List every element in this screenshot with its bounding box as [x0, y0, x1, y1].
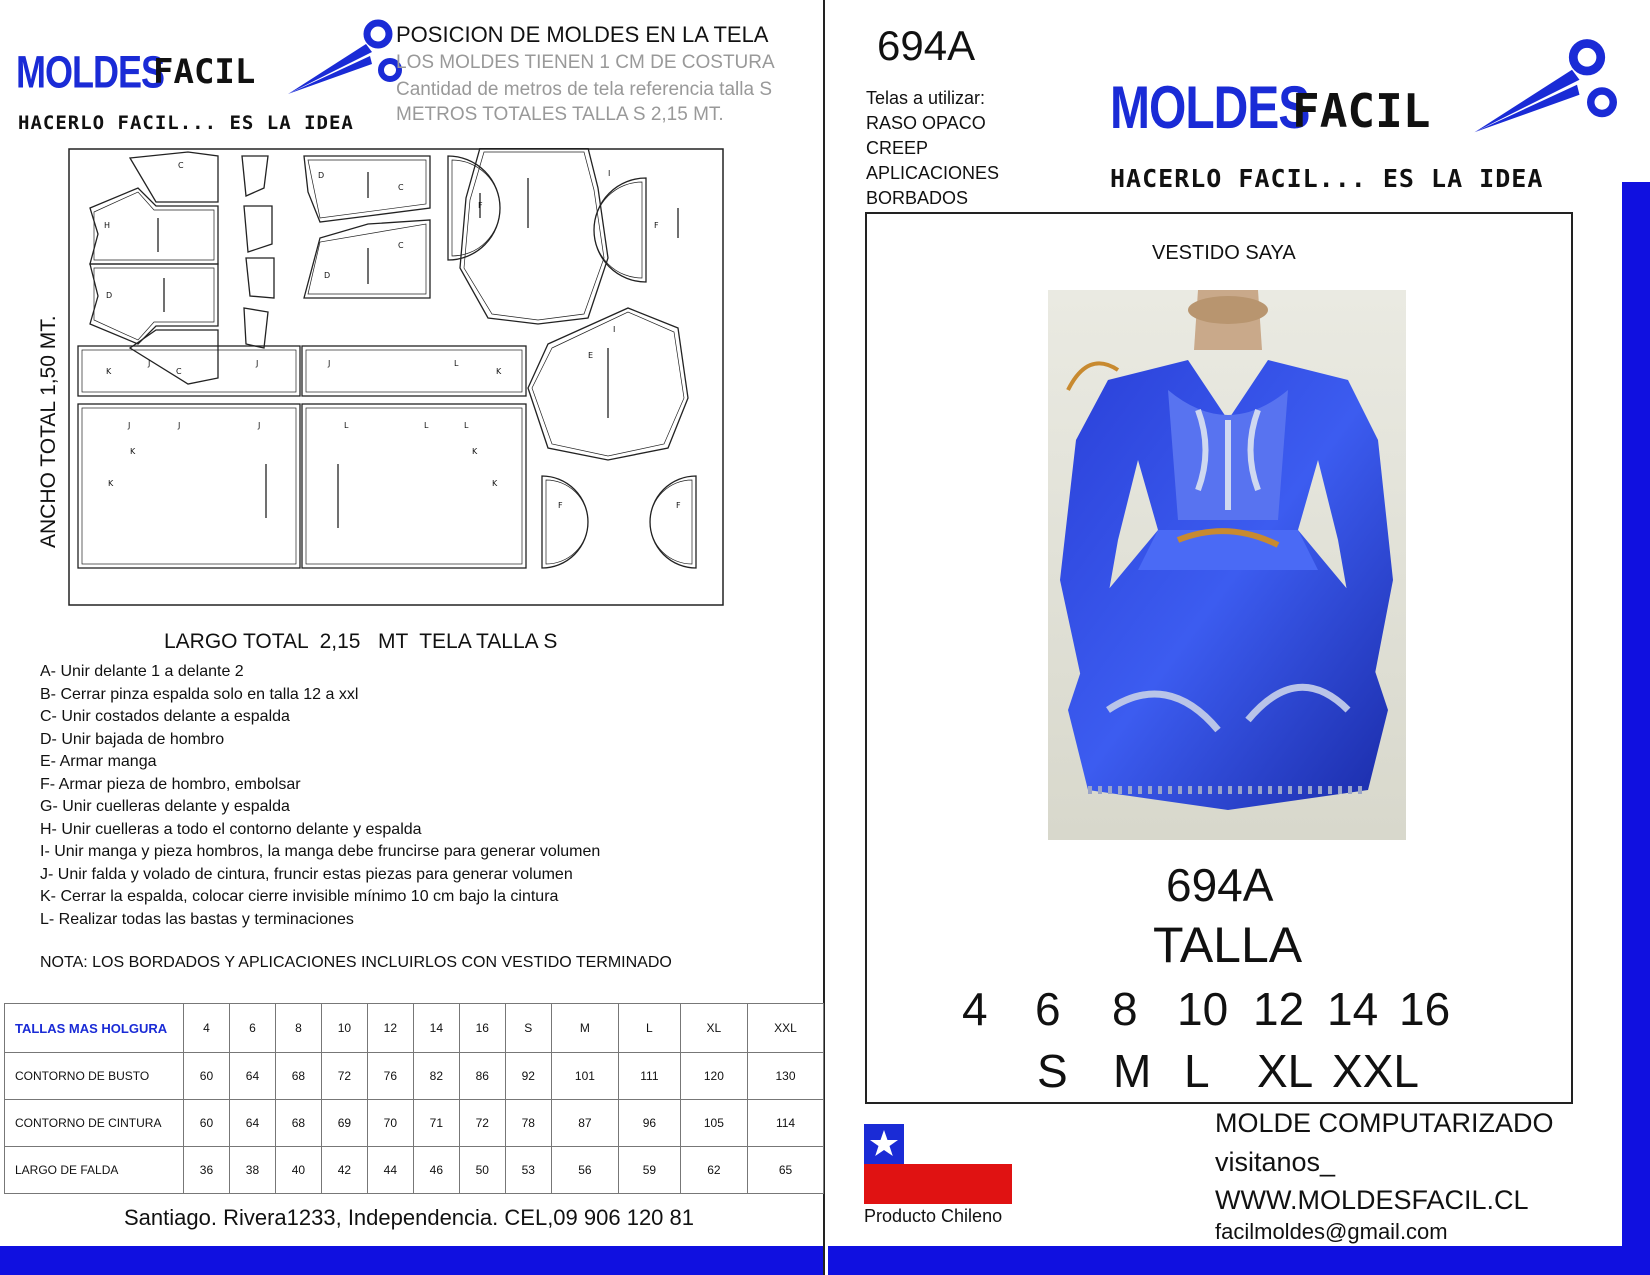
computer-pattern-label: MOLDE COMPUTARIZADO	[1215, 1108, 1554, 1138]
chile-flag-icon	[864, 1124, 1012, 1204]
table-cell: 114	[748, 1100, 824, 1147]
meters-total: METROS TOTALES TALLA S 2,15 MT.	[396, 104, 724, 125]
table-cell: 64	[229, 1100, 275, 1147]
size-option: 10	[1177, 983, 1229, 1035]
svg-text:J: J	[178, 421, 181, 430]
table-cell: 69	[321, 1100, 367, 1147]
step-j: J- Unir falda y volado de cintura, fruncir estas piezas para generar volumen	[40, 865, 573, 883]
made-in-label: Producto Chileno	[864, 1206, 1003, 1226]
size-option: 12	[1253, 983, 1305, 1035]
table-cell: 82	[413, 1053, 459, 1100]
address-text: Santiago. Rivera1233, Independencia. CEL,09 906 120 81	[124, 1205, 694, 1230]
size-option: 4	[962, 983, 988, 1035]
table-cell: 87	[551, 1100, 618, 1147]
seam-note: LOS MOLDES TIENEN 1 CM DE COSTURA	[396, 52, 775, 73]
step-d: D- Unir bajada de hombro	[40, 730, 225, 748]
email-link[interactable]: facilmoldes@gmail.com	[1215, 1219, 1448, 1244]
svg-text:K: K	[130, 447, 136, 456]
table-cell: 64	[229, 1053, 275, 1100]
svg-text:I: I	[608, 169, 611, 178]
pattern-code-large: 694A	[1166, 859, 1274, 911]
table-cell: 44	[367, 1147, 413, 1194]
svg-text:L: L	[344, 421, 349, 430]
pattern-code: 694A	[877, 22, 976, 69]
pattern-layout-diagram	[68, 148, 724, 606]
table-cell: CONTORNO DE BUSTO	[5, 1053, 184, 1100]
size-option: 8	[1112, 983, 1138, 1035]
table-cell: 111	[619, 1053, 681, 1100]
visit-label: visitanos_	[1215, 1147, 1336, 1177]
table-cell: LARGO DE FALDA	[5, 1147, 184, 1194]
svg-text:L: L	[454, 359, 459, 368]
svg-text:K: K	[472, 447, 478, 456]
size-option: 16	[1399, 983, 1451, 1035]
table-cell: 8	[275, 1004, 321, 1053]
svg-text:D: D	[318, 171, 325, 180]
table-cell: 68	[275, 1100, 321, 1147]
table-cell: 60	[184, 1100, 230, 1147]
step-l: L- Realizar todas las bastas y terminaciones	[40, 910, 354, 928]
dress-photo	[1048, 290, 1406, 840]
svg-text:K: K	[106, 367, 112, 376]
step-i: I- Unir manga y pieza hombros, la manga debe fruncirse para generar volumen	[40, 843, 601, 860]
svg-text:J: J	[128, 421, 131, 430]
fabric-item: CREEP	[866, 138, 929, 158]
meters-reference: Cantidad de metros de tela referencia talla S	[396, 79, 772, 100]
size-table-header	[5, 1004, 824, 1053]
logo-facil-text: FACIL	[153, 52, 256, 92]
table-cell: 65	[748, 1147, 824, 1194]
table-cell: 56	[551, 1147, 618, 1194]
logo-slogan-left: HACERLO FACIL... ES LA IDEA	[18, 112, 354, 134]
svg-text:I: I	[613, 325, 616, 334]
table-cell: 68	[275, 1053, 321, 1100]
fabric-item: BORBADOS	[866, 188, 969, 208]
table-cell: 130	[748, 1053, 824, 1100]
step-a: A- Unir delante 1 a delante 2	[40, 663, 244, 680]
svg-text:F: F	[654, 221, 659, 230]
table-cell: 76	[367, 1053, 413, 1100]
svg-text:H: H	[104, 221, 111, 230]
svg-text:F: F	[676, 501, 681, 510]
svg-text:F: F	[558, 501, 563, 510]
size-option: L	[1184, 1045, 1210, 1097]
table-cell: TALLAS MAS HOLGURA	[5, 1004, 184, 1053]
table-row	[5, 1100, 824, 1147]
step-h: H- Unir cuelleras a todo el contorno delante y espalda	[40, 820, 422, 838]
table-row	[5, 1053, 824, 1100]
logo-facil-text: FACIL	[1292, 84, 1431, 138]
table-cell: CONTORNO DE CINTURA	[5, 1100, 184, 1147]
step-g: G- Unir cuelleras delante y espalda	[40, 798, 290, 815]
table-cell: 53	[505, 1147, 551, 1194]
table-cell: 42	[321, 1147, 367, 1194]
step-c: C- Unir costados delante a espalda	[40, 708, 290, 725]
website-link[interactable]: WWW.MOLDESFACIL.CL	[1215, 1185, 1529, 1215]
svg-text:C: C	[178, 161, 184, 170]
step-k: K- Cerrar la espalda, colocar cierre invisible mínimo 10 cm bajo la cintura	[40, 888, 559, 905]
embroidery-note: NOTA: LOS BORDADOS Y APLICACIONES INCLUIRLOS CON VESTIDO TERMINADO	[40, 954, 672, 971]
svg-text:F: F	[478, 201, 483, 210]
table-cell: 4	[184, 1004, 230, 1053]
size-option: 6	[1035, 983, 1061, 1035]
table-cell: 10	[321, 1004, 367, 1053]
table-cell: 16	[459, 1004, 505, 1053]
bottom-bar-right	[828, 1246, 1650, 1275]
table-cell: L	[619, 1004, 681, 1053]
table-cell: 36	[184, 1147, 230, 1194]
table-cell: 6	[229, 1004, 275, 1053]
svg-text:J: J	[328, 359, 331, 368]
layout-heading: POSICION DE MOLDES EN LA TELA	[396, 22, 769, 47]
step-f: F- Armar pieza de hombro, embolsar	[40, 775, 301, 793]
logo-right	[1110, 74, 1630, 154]
svg-text:C: C	[398, 183, 404, 192]
scissors-icon	[1472, 26, 1622, 146]
table-cell: 96	[619, 1100, 681, 1147]
svg-text:J: J	[256, 359, 259, 368]
svg-text:J: J	[148, 359, 151, 368]
table-cell: 72	[459, 1100, 505, 1147]
size-table	[4, 1003, 824, 1194]
svg-text:C: C	[176, 367, 182, 376]
step-b: B- Cerrar pinza espalda solo en talla 12 a xxl	[40, 685, 359, 703]
svg-text:E: E	[588, 351, 594, 360]
fabric-item: APLICACIONES	[866, 163, 1000, 183]
fabric-item: RASO OPACO	[866, 113, 986, 133]
table-cell: 70	[367, 1100, 413, 1147]
table-cell: 120	[680, 1053, 747, 1100]
logo-left	[16, 46, 396, 106]
table-cell: 78	[505, 1100, 551, 1147]
size-option: 14	[1327, 983, 1379, 1035]
length-label: LARGO TOTAL 2,15 MT TELA TALLA S	[164, 630, 558, 653]
fabric-list	[866, 86, 999, 211]
svg-text:K: K	[492, 479, 498, 488]
step-e: E- Armar manga	[40, 753, 157, 770]
table-cell: 50	[459, 1147, 505, 1194]
table-cell: 62	[680, 1147, 747, 1194]
table-cell: S	[505, 1004, 551, 1053]
scissors-icon	[286, 12, 406, 102]
table-cell: 92	[505, 1053, 551, 1100]
size-option: XL	[1257, 1045, 1314, 1097]
svg-text:L: L	[424, 421, 429, 430]
product-frame	[865, 212, 1573, 1104]
svg-text:D: D	[106, 291, 113, 300]
table-cell: XXL	[748, 1004, 824, 1053]
table-cell: 105	[680, 1100, 747, 1147]
table-cell: 46	[413, 1147, 459, 1194]
fabric-heading: Telas a utilizar:	[866, 88, 986, 108]
logo-moldes-text: MOLDES	[1110, 75, 1310, 142]
size-option: S	[1037, 1045, 1068, 1097]
table-cell: 72	[321, 1053, 367, 1100]
svg-text:J: J	[258, 421, 261, 430]
size-label: TALLA	[1153, 917, 1303, 973]
table-cell: 101	[551, 1053, 618, 1100]
dress-title: VESTIDO SAYA	[1152, 242, 1296, 264]
table-row	[5, 1147, 824, 1194]
table-cell: 12	[367, 1004, 413, 1053]
table-cell: 86	[459, 1053, 505, 1100]
logo-moldes-text: MOLDES	[16, 46, 165, 98]
size-option: XXL	[1332, 1045, 1419, 1097]
side-bar-right	[1622, 182, 1650, 1252]
svg-text:D: D	[324, 271, 331, 280]
svg-text:C: C	[398, 241, 404, 250]
table-cell: 38	[229, 1147, 275, 1194]
table-cell: 14	[413, 1004, 459, 1053]
size-option: M	[1113, 1045, 1152, 1097]
width-label: ANCHO TOTAL 1,50 MT.	[37, 315, 60, 548]
svg-text:L: L	[464, 421, 469, 430]
table-cell: 60	[184, 1053, 230, 1100]
table-cell: M	[551, 1004, 618, 1053]
table-cell: 59	[619, 1147, 681, 1194]
table-cell: 71	[413, 1100, 459, 1147]
assembly-steps	[40, 661, 800, 931]
table-cell: 40	[275, 1147, 321, 1194]
table-cell: XL	[680, 1004, 747, 1053]
logo-slogan-right: HACERLO FACIL... ES LA IDEA	[1110, 164, 1544, 193]
svg-text:K: K	[496, 367, 502, 376]
bottom-bar-left	[0, 1246, 823, 1275]
svg-text:K: K	[108, 479, 114, 488]
